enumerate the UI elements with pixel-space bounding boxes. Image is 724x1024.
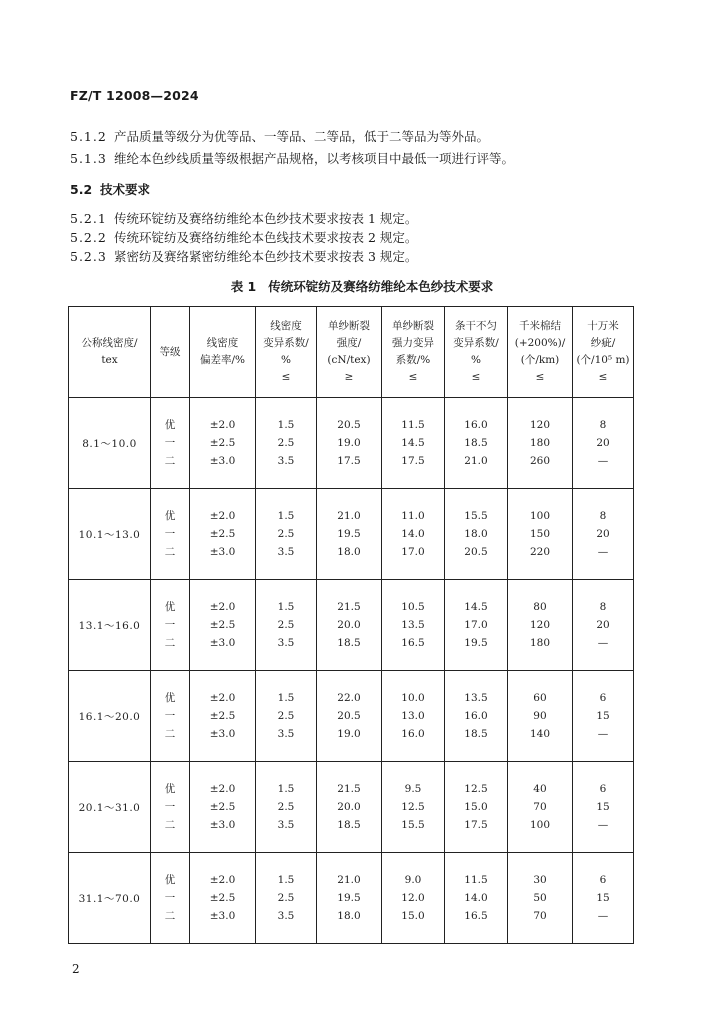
cell-value: 15 (596, 801, 610, 813)
tenacity-cell (317, 671, 382, 762)
cell-value: 1.5 (277, 419, 295, 431)
cell-value: 90 (533, 710, 547, 722)
cell-value: 优 (164, 692, 176, 704)
cell-value: 20 (596, 528, 610, 540)
cell-value: 2.5 (277, 437, 295, 449)
neps-cell (508, 762, 573, 853)
grade-cell (151, 762, 190, 853)
grade-cell (151, 853, 190, 944)
cell-value: 17.5 (401, 455, 425, 467)
clause-text: 产品质量等级分为优等品、一等品、二等品，低于二等品为等外品。 (114, 129, 490, 144)
cell-value: 二 (164, 546, 176, 558)
cell-value: 16.0 (464, 710, 488, 722)
header-line: % (281, 354, 291, 366)
header-line: 等级 (159, 345, 181, 358)
cell-value: ±2.5 (209, 437, 236, 449)
page-number: 2 (72, 962, 80, 976)
header-grade (151, 307, 190, 398)
header-line: 线密度 (270, 320, 302, 332)
cell-value: ±3.0 (209, 546, 236, 558)
cell-value: 18.0 (337, 546, 361, 558)
cell-value: 21.5 (337, 783, 361, 795)
clause-number: 5.2.2 (70, 230, 107, 245)
cell-value: 17.0 (401, 546, 425, 558)
cell-value: 2.5 (277, 801, 295, 813)
neps-cell (508, 853, 573, 944)
header-line: 强力变异 (392, 337, 434, 349)
cell-value: — (597, 728, 609, 740)
cell-value: 1.5 (277, 783, 295, 795)
cell-value: 20.5 (464, 546, 488, 558)
neps-cell (508, 580, 573, 671)
cell-value: 20.0 (337, 619, 361, 631)
cell-value: 12.5 (401, 801, 425, 813)
cell-value: — (597, 546, 609, 558)
header-line: 单纱断裂 (392, 320, 434, 332)
cell-value: 18.5 (464, 728, 488, 740)
density-cv-cell (256, 398, 317, 489)
clause-5-2-2 (70, 228, 417, 246)
deviation-cell (190, 671, 256, 762)
header-density-deviation (190, 307, 256, 398)
header-line: (cN/tex) (327, 354, 371, 366)
cell-value: 18.5 (464, 437, 488, 449)
cell-value: 260 (529, 455, 551, 467)
header-evenness-cv (445, 307, 508, 398)
cell-value: ±2.0 (209, 510, 236, 522)
cell-value: ±2.0 (209, 874, 236, 886)
faults-cell (573, 489, 634, 580)
cell-value: 8 (599, 419, 607, 431)
strength-cv-cell (382, 489, 445, 580)
header-line: 变异系数/ (453, 337, 499, 349)
tenacity-cell (317, 398, 382, 489)
faults-cell (573, 671, 634, 762)
cell-value: 二 (164, 910, 176, 922)
clause-text: 传统环锭纺及赛络纺维纶本色线技术要求按表 2 规定。 (114, 230, 418, 245)
cell-value: ±3.0 (209, 728, 236, 740)
density-range-cell: 13.1～16.0 (69, 580, 151, 671)
evenness-cv-cell (445, 398, 508, 489)
table-title: 传统环锭纺及赛络纺维纶本色纱技术要求 (268, 279, 494, 294)
density-range-cell: 16.1～20.0 (69, 671, 151, 762)
faults-cell (573, 398, 634, 489)
cell-value: 16.5 (401, 637, 425, 649)
cell-value: 19.5 (337, 528, 361, 540)
cell-value: ±3.0 (209, 455, 236, 467)
table-header-row (69, 307, 634, 398)
cell-value: 10.0 (401, 692, 425, 704)
cell-value: 1.5 (277, 510, 295, 522)
cell-value: 15 (596, 892, 610, 904)
header-line: ≤ (408, 371, 418, 383)
cell-value: 19.0 (337, 437, 361, 449)
technical-requirements-table (68, 306, 634, 944)
table-caption (0, 277, 724, 295)
header-line: 系数/% (395, 354, 431, 366)
table-row (69, 398, 634, 489)
clause-number: 5.2.3 (70, 249, 107, 264)
cell-value: 18.5 (337, 819, 361, 831)
cell-value: 70 (533, 910, 547, 922)
cell-value: 14.5 (401, 437, 425, 449)
clause-5-2-3 (70, 247, 417, 265)
deviation-cell (190, 762, 256, 853)
cell-value: 8 (599, 601, 607, 613)
strength-cv-cell (382, 762, 445, 853)
cell-value: 180 (529, 437, 551, 449)
table-row (69, 853, 634, 944)
cell-value: 21.0 (337, 510, 361, 522)
table-row (69, 580, 634, 671)
cell-value: ±3.0 (209, 819, 236, 831)
cell-value: 120 (529, 419, 551, 431)
header-line: ≤ (598, 371, 608, 383)
header-line: ≤ (281, 371, 291, 383)
cell-value: 11.5 (401, 419, 425, 431)
tenacity-cell (317, 853, 382, 944)
cell-value: ±2.5 (209, 892, 236, 904)
cell-value: 11.0 (401, 510, 425, 522)
cell-value: ±2.0 (209, 601, 236, 613)
section-title: 技术要求 (100, 182, 151, 197)
cell-value: 二 (164, 455, 176, 467)
density-cv-cell (256, 671, 317, 762)
header-line: % (471, 354, 481, 366)
clause-5-2-1 (70, 209, 417, 227)
clause-5-1-2 (70, 127, 489, 145)
cell-value: 70 (533, 801, 547, 813)
cell-value: 12.0 (401, 892, 425, 904)
table-number: 表 1 (230, 279, 257, 294)
cell-value: 40 (533, 783, 547, 795)
cell-value: 优 (164, 601, 176, 613)
cell-value: 二 (164, 637, 176, 649)
header-line: 线密度 (206, 337, 239, 349)
cell-value: 1.5 (277, 601, 295, 613)
cell-value: 150 (529, 528, 551, 540)
cell-value: 13.5 (401, 619, 425, 631)
cell-value: 二 (164, 728, 176, 740)
section-number: 5.2 (70, 182, 93, 197)
cell-value: 30 (533, 874, 547, 886)
cell-value: 15.5 (464, 510, 488, 522)
strength-cv-cell (382, 853, 445, 944)
cell-value: 19.0 (337, 728, 361, 740)
cell-value: 19.5 (464, 637, 488, 649)
neps-cell (508, 671, 573, 762)
cell-value: ±2.0 (209, 419, 236, 431)
cell-value: 一 (164, 619, 176, 631)
cell-value: — (597, 455, 609, 467)
cell-value: 3.5 (277, 546, 295, 558)
tenacity-cell (317, 580, 382, 671)
clause-number: 5.2.1 (70, 211, 107, 226)
table-row (69, 762, 634, 853)
cell-value: 21.0 (464, 455, 488, 467)
cell-value: 22.0 (337, 692, 361, 704)
cell-value: 17.5 (337, 455, 361, 467)
grade-cell (151, 398, 190, 489)
cell-value: 2.5 (277, 619, 295, 631)
header-line: (+200%)/ (514, 337, 566, 349)
neps-cell (508, 489, 573, 580)
cell-value: 12.5 (464, 783, 488, 795)
cell-value: 15 (596, 710, 610, 722)
header-line: 十万米 (587, 320, 619, 332)
cell-value: 3.5 (277, 819, 295, 831)
standard-number-header: FZ/T 12008—2024 (70, 88, 199, 103)
deviation-cell (190, 580, 256, 671)
clause-5-1-3 (70, 149, 514, 167)
density-cv-cell (256, 489, 317, 580)
cell-value: 17.0 (464, 619, 488, 631)
cell-value: 13.0 (401, 710, 425, 722)
strength-cv-cell (382, 671, 445, 762)
cell-value: 1.5 (277, 874, 295, 886)
grade-cell (151, 671, 190, 762)
cell-value: 60 (533, 692, 547, 704)
cell-value: 6 (599, 692, 607, 704)
header-neps (508, 307, 573, 398)
tenacity-cell (317, 762, 382, 853)
cell-value: 3.5 (277, 910, 295, 922)
strength-cv-cell (382, 580, 445, 671)
cell-value: 15.0 (464, 801, 488, 813)
cell-value: 16.0 (401, 728, 425, 740)
cell-value: 20 (596, 619, 610, 631)
deviation-cell (190, 489, 256, 580)
cell-value: 14.0 (401, 528, 425, 540)
cell-value: 19.5 (337, 892, 361, 904)
cell-value: 15.5 (401, 819, 425, 831)
header-line: 纱疵/ (590, 337, 616, 349)
grade-cell (151, 489, 190, 580)
cell-value: 一 (164, 892, 176, 904)
cell-value: 14.5 (464, 601, 488, 613)
cell-value: 优 (164, 783, 176, 795)
density-range-cell: 20.1～31.0 (69, 762, 151, 853)
cell-value: 3.5 (277, 455, 295, 467)
header-line: ≥ (344, 371, 354, 383)
cell-value: ±2.5 (209, 619, 236, 631)
cell-value: 21.5 (337, 601, 361, 613)
cell-value: 100 (529, 510, 551, 522)
clause-number: 5.1.2 (70, 129, 107, 144)
cell-value: 2.5 (277, 528, 295, 540)
cell-value: — (597, 910, 609, 922)
cell-value: 9.5 (404, 783, 422, 795)
cell-value: 二 (164, 819, 176, 831)
header-line: 变异系数/ (263, 337, 309, 349)
header-strength-cv (382, 307, 445, 398)
cell-value: 3.5 (277, 637, 295, 649)
evenness-cv-cell (445, 671, 508, 762)
cell-value: ±3.0 (209, 637, 236, 649)
cell-value: 一 (164, 528, 176, 540)
header-line: 条干不匀 (455, 320, 497, 332)
cell-value: 20.5 (337, 710, 361, 722)
cell-value: 180 (529, 637, 551, 649)
cell-value: 10.5 (401, 601, 425, 613)
clause-number: 5.1.3 (70, 151, 107, 166)
faults-cell (573, 580, 634, 671)
neps-cell (508, 398, 573, 489)
cell-value: ±2.5 (209, 710, 236, 722)
evenness-cv-cell (445, 489, 508, 580)
header-breaking-tenacity (317, 307, 382, 398)
cell-value: 120 (529, 619, 551, 631)
cell-value: 140 (529, 728, 551, 740)
header-line: 偏差率/% (199, 354, 245, 366)
cell-value: 220 (529, 546, 551, 558)
cell-value: 18.5 (337, 637, 361, 649)
cell-value: 8 (599, 510, 607, 522)
table-row (69, 489, 634, 580)
table-row (69, 671, 634, 762)
header-line: ≤ (535, 371, 545, 383)
grade-cell (151, 580, 190, 671)
header-nominal-density (69, 307, 151, 398)
cell-value: 一 (164, 710, 176, 722)
cell-value: 一 (164, 801, 176, 813)
density-range-cell: 10.1～13.0 (69, 489, 151, 580)
deviation-cell (190, 853, 256, 944)
cell-value: 20 (596, 437, 610, 449)
cell-value: ±3.0 (209, 910, 236, 922)
header-line: (个/10⁵ m) (576, 354, 630, 366)
header-line: 千米棉结 (519, 320, 561, 332)
header-line: 单纱断裂 (328, 320, 370, 332)
density-range-cell: 31.1～70.0 (69, 853, 151, 944)
cell-value: 6 (599, 874, 607, 886)
clause-text: 紧密纺及赛络紧密纺维纶本色纱技术要求按表 3 规定。 (114, 249, 418, 264)
evenness-cv-cell (445, 762, 508, 853)
header-line: 公称线密度/ (81, 337, 138, 349)
cell-value: 3.5 (277, 728, 295, 740)
header-line: 强度/ (336, 337, 362, 349)
faults-cell (573, 762, 634, 853)
cell-value: 一 (164, 437, 176, 449)
clause-text: 维纶本色纱线质量等级根据产品规格，以考核项目中最低一项进行评等。 (114, 151, 515, 166)
cell-value: 优 (164, 874, 176, 886)
cell-value: 6 (599, 783, 607, 795)
cell-value: ±2.0 (209, 783, 236, 795)
cell-value: 1.5 (277, 692, 295, 704)
cell-value: 17.5 (464, 819, 488, 831)
cell-value: 80 (533, 601, 547, 613)
evenness-cv-cell (445, 580, 508, 671)
cell-value: 100 (529, 819, 551, 831)
header-line: ≤ (471, 371, 481, 383)
cell-value: ±2.5 (209, 801, 236, 813)
evenness-cv-cell (445, 853, 508, 944)
density-cv-cell (256, 853, 317, 944)
cell-value: 50 (533, 892, 547, 904)
cell-value: 16.5 (464, 910, 488, 922)
strength-cv-cell (382, 398, 445, 489)
cell-value: 14.0 (464, 892, 488, 904)
cell-value: — (597, 819, 609, 831)
cell-value: 20.0 (337, 801, 361, 813)
cell-value: 2.5 (277, 710, 295, 722)
header-line: (个/km) (520, 354, 560, 366)
header-density-cv (256, 307, 317, 398)
cell-value: 16.0 (464, 419, 488, 431)
density-cv-cell (256, 580, 317, 671)
cell-value: 18.0 (337, 910, 361, 922)
section-5-2-heading (70, 180, 150, 198)
cell-value: 20.5 (337, 419, 361, 431)
cell-value: — (597, 637, 609, 649)
density-cv-cell (256, 762, 317, 853)
cell-value: ±2.0 (209, 692, 236, 704)
tenacity-cell (317, 489, 382, 580)
cell-value: 15.0 (401, 910, 425, 922)
clause-text: 传统环锭纺及赛络纺维纶本色纱技术要求按表 1 规定。 (114, 211, 418, 226)
cell-value: 13.5 (464, 692, 488, 704)
faults-cell (573, 853, 634, 944)
cell-value: 11.5 (464, 874, 488, 886)
header-yarn-faults (573, 307, 634, 398)
header-line: tex (101, 354, 118, 366)
cell-value: 优 (164, 419, 176, 431)
cell-value: 2.5 (277, 892, 295, 904)
density-range-cell: 8.1～10.0 (69, 398, 151, 489)
cell-value: 9.0 (404, 874, 422, 886)
cell-value: ±2.5 (209, 528, 236, 540)
cell-value: 优 (164, 510, 176, 522)
deviation-cell (190, 398, 256, 489)
cell-value: 18.0 (464, 528, 488, 540)
cell-value: 21.0 (337, 874, 361, 886)
